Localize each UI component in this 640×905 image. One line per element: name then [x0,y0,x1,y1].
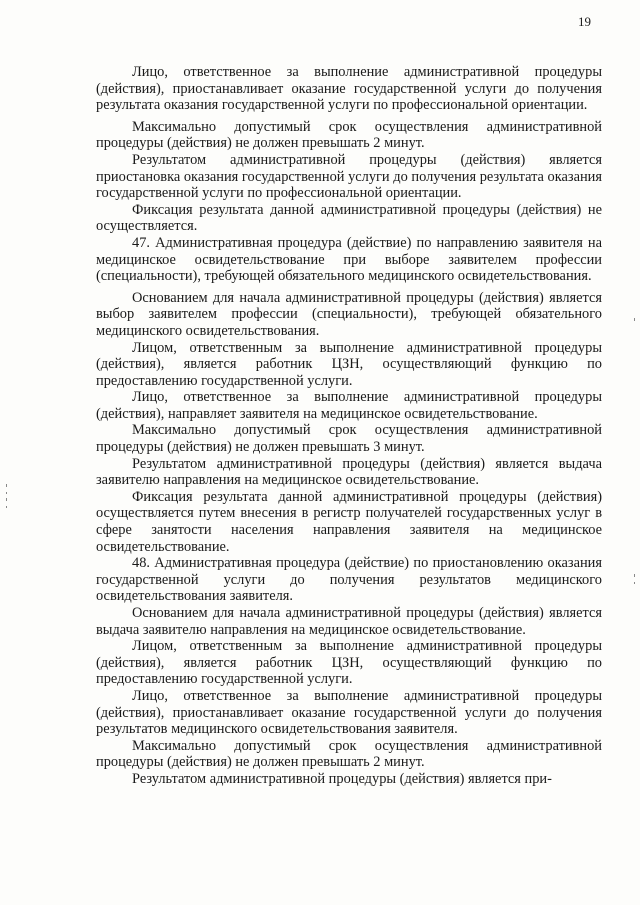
paragraph: Лицо, ответственное за выполнение административной процедуры (действия), направляет заявителя на медицинское освидетельствование. [96,389,602,422]
paragraph: Лицо, ответственное за выполнение административной процедуры (действия), приостанавливает оказание государственной услуги до получения результата оказания государственной услуги по профессиональной ориентации. [96,64,602,114]
paragraph: Результатом административной процедуры (действия) является при- [132,770,552,787]
paragraph: Лицом, ответственным за выполнение административной процедуры (действия), является работник ЦЗН, осуществляющий функцию по предоставлению государственной услуги. [96,339,602,389]
paragraph: Результатом административной процедуры (действия) является приостановка оказания государственной услуги до получения результата оказания государственной услуги по профессиональной ориентации. [96,151,602,202]
paragraph: Лицом, ответственным за выполнение административной процедуры (действия), является работник ЦЗН, осуществляющий функцию по предоставлению государственной услуги. [96,638,602,688]
section-heading-48: 48. Административная процедура (действие) по приостановлению оказания государственной услуги до получения результатов медицинского освидетельствования заявителя. [96,555,602,605]
paragraph: Фиксация результата данной административной процедуры (действия) не осуществляется. [96,201,602,235]
paragraph: Лицо, ответственное за выполнение административной процедуры (действия), приостанавливает оказание государственной услуги до получения результатов медицинского освидетельствования заявителя. [96,687,602,738]
paragraph: Максимально допустимый срок осуществления административной процедуры (действия) не должен превышать 3 минут. [96,422,602,456]
paragraph: Основанием для начала административной процедуры (действия) является выдача заявителю направления на медицинское освидетельствование. [96,605,602,638]
paragraph: Результатом административной процедуры (действия) является выдача заявителю направления на медицинское освидетельствование. [96,455,602,489]
paragraph: Максимально допустимый срок осуществления административной процедуры (действия) не должен превышать 2 минут. [96,118,602,152]
document-body [96,64,602,788]
page-number: 19 [578,14,591,29]
paragraph: Фиксация результата данной административной процедуры (действия) осуществляется путем внесения в регистр получателей государственных услуг в сфере занятости населения направления заявителя на медицинское освидетельствование. [96,488,602,555]
paragraph: Максимально допустимый срок осуществления административной процедуры (действия) не должен превышать 2 минут. [96,737,602,771]
section-heading-47: 47. Административная процедура (действие) по направлению заявителя на медицинское освидетельствование при выборе заявителем профессии (специальности), требующей обязательного медицинского освидетельствования. [96,234,602,285]
paragraph: Основанием для начала административной процедуры (действия) является выбор заявителем профессии (специальности), требующей обязательного медицинского освидетельствования. [96,289,602,339]
